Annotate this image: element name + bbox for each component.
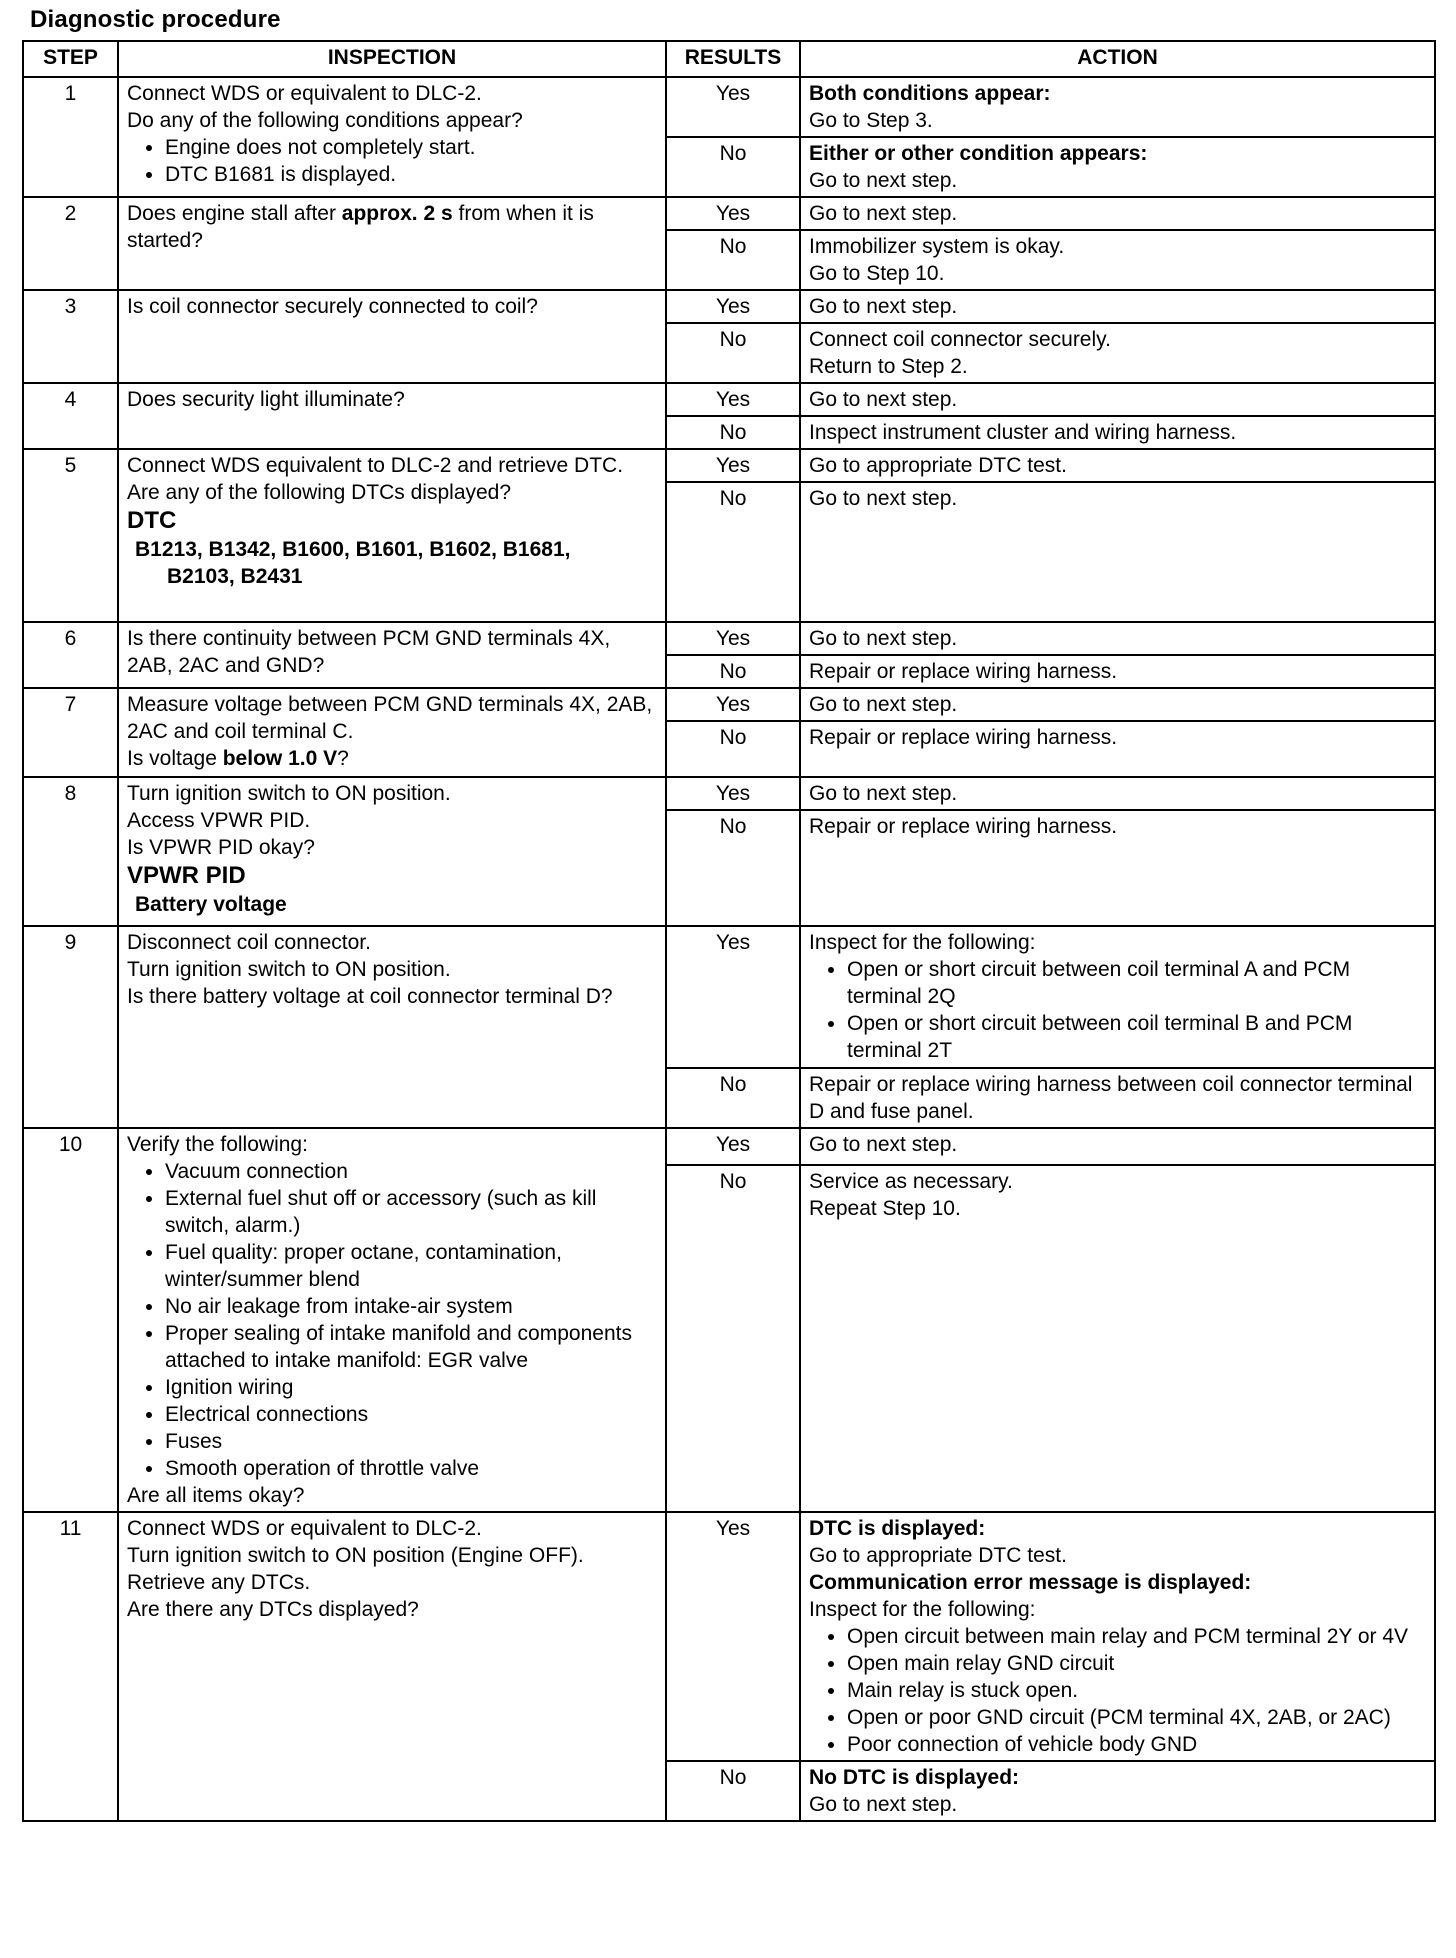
action-text: Connect coil connector securely.: [809, 328, 1111, 351]
inspect-list: [809, 1623, 1426, 1758]
table-row: [23, 77, 1435, 137]
list-item: • Fuel quality: proper octane, contamination, winter/summer blend: [165, 1239, 657, 1293]
action-text: Service as necessary.: [809, 1170, 1013, 1194]
action-text: Inspect for the following:: [809, 931, 1036, 954]
list-item: • Vacuum connection: [165, 1158, 657, 1185]
action-cell: [800, 137, 1435, 197]
action-cell: Inspect instrument cluster and wiring harness.: [800, 416, 1435, 449]
inspection-cell: [118, 449, 666, 622]
header-step: STEP: [23, 41, 118, 77]
action-cell: Repair or replace wiring harness.: [800, 655, 1435, 688]
inspection-cell: [118, 77, 666, 197]
result-no: No: [666, 810, 800, 926]
header-inspection: INSPECTION: [118, 41, 666, 77]
page-title: Diagnostic procedure: [30, 6, 281, 33]
inspection-cell: [118, 1128, 666, 1512]
list-item: • Engine does not completely start.: [165, 134, 657, 161]
dtc-label: DTC: [127, 507, 177, 534]
inspection-text: Does engine stall after: [127, 202, 342, 225]
step-number: 2: [23, 197, 118, 290]
action-cell: [800, 1165, 1435, 1512]
action-heading: Communication error message is displayed:: [809, 1571, 1252, 1594]
inspection-text: Are all items okay?: [127, 1484, 305, 1507]
action-cell: Repair or replace wiring harness.: [800, 721, 1435, 777]
result-yes: Yes: [666, 622, 800, 655]
action-cell: Go to next step.: [800, 1128, 1435, 1165]
list-item: • External fuel shut off or accessory (such as kill switch, alarm.): [165, 1185, 657, 1239]
inspection-text: Verify the following:: [127, 1133, 308, 1156]
diagnostic-table: [22, 40, 1436, 1822]
action-text: Return to Step 2.: [809, 355, 968, 378]
result-no: No: [666, 1761, 800, 1821]
action-text: Go to Step 10.: [809, 262, 945, 285]
verify-list: [127, 1158, 657, 1482]
list-item: • No air leakage from intake-air system: [165, 1293, 657, 1320]
action-text: Go to appropriate DTC test.: [809, 1544, 1067, 1567]
table-row: [23, 777, 1435, 810]
header-action: ACTION: [800, 41, 1435, 77]
list-item: • Open or short circuit between coil terminal A and PCM terminal 2Q: [847, 956, 1426, 1010]
inspection-cell: [118, 688, 666, 777]
inspection-text: Measure voltage between PCM GND terminals 4X, 2AB, 2AC and coil terminal C.: [127, 693, 653, 743]
step-number: 1: [23, 77, 118, 197]
result-no: No: [666, 482, 800, 622]
table-row: [23, 383, 1435, 416]
table-row: [23, 197, 1435, 230]
inspection-emphasis: approx. 2 s: [341, 202, 453, 225]
inspection-text: from when it is started?: [127, 202, 594, 252]
inspection-text: Turn ignition switch to ON position.: [127, 958, 451, 981]
pid-label: VPWR PID: [127, 862, 246, 889]
inspection-text: Access VPWR PID.: [127, 809, 311, 832]
result-no: No: [666, 230, 800, 290]
inspection-emphasis: below 1.0 V: [222, 747, 338, 770]
pid-value: Battery voltage: [135, 893, 287, 916]
step-number: 5: [23, 449, 118, 622]
result-no: No: [666, 323, 800, 383]
action-cell: Go to next step.: [800, 688, 1435, 721]
action-cell: [800, 1512, 1435, 1761]
inspection-cell: [118, 1512, 666, 1821]
inspection-text: Turn ignition switch to ON position.: [127, 782, 451, 805]
list-item: • Open circuit between main relay and PCM terminal 2Y or 4V: [847, 1623, 1426, 1650]
list-item: • Ignition wiring: [165, 1374, 657, 1401]
list-item: • Main relay is stuck open.: [847, 1677, 1426, 1704]
inspection-cell: Is there continuity between PCM GND terminals 4X, 2AB, 2AC and GND?: [118, 622, 666, 688]
step-number: 6: [23, 622, 118, 688]
inspection-cell: Does security light illuminate?: [118, 383, 666, 449]
action-text: Go to next step.: [809, 1793, 958, 1816]
result-no: No: [666, 721, 800, 777]
action-heading: Either or other condition appears:: [809, 142, 1148, 165]
table-row: [23, 688, 1435, 721]
list-item: • DTC B1681 is displayed.: [165, 161, 657, 188]
action-heading: DTC is displayed:: [809, 1517, 986, 1540]
list-item: • Fuses: [165, 1428, 657, 1455]
result-yes: Yes: [666, 688, 800, 721]
step-number: 8: [23, 777, 118, 926]
inspection-text: Disconnect coil connector.: [127, 931, 371, 954]
result-no: No: [666, 1165, 800, 1512]
result-yes: Yes: [666, 1512, 800, 1761]
result-no: No: [666, 416, 800, 449]
action-text: Go to Step 3.: [809, 109, 933, 132]
action-cell: Repair or replace wiring harness between coil connector terminal D and fuse panel.: [800, 1068, 1435, 1128]
action-cell: [800, 230, 1435, 290]
action-cell: [800, 926, 1435, 1068]
list-item: • Open or short circuit between coil terminal B and PCM terminal 2T: [847, 1010, 1426, 1064]
inspection-cell: [118, 777, 666, 926]
list-item: • Open main relay GND circuit: [847, 1650, 1426, 1677]
step-number: 7: [23, 688, 118, 777]
action-heading: Both conditions appear:: [809, 82, 1051, 105]
step-number: 3: [23, 290, 118, 383]
list-item: • Smooth operation of throttle valve: [165, 1455, 657, 1482]
action-cell: Go to next step.: [800, 777, 1435, 810]
action-cell: Repair or replace wiring harness.: [800, 810, 1435, 926]
action-cell: [800, 323, 1435, 383]
table-row: [23, 449, 1435, 482]
inspection-text: Retrieve any DTCs.: [127, 1571, 311, 1594]
condition-list: [127, 134, 657, 188]
inspect-list: [809, 956, 1426, 1064]
action-cell: Go to next step.: [800, 383, 1435, 416]
inspection-text: Do any of the following conditions appear?: [127, 109, 523, 132]
action-cell: Go to next step.: [800, 290, 1435, 323]
result-yes: Yes: [666, 1128, 800, 1165]
action-heading: No DTC is displayed:: [809, 1766, 1020, 1789]
inspection-cell: [118, 197, 666, 290]
step-number: 4: [23, 383, 118, 449]
action-text: Go to next step.: [809, 169, 958, 192]
action-cell: Go to next step.: [800, 482, 1435, 622]
step-number: 10: [23, 1128, 118, 1512]
list-item: • Poor connection of vehicle body GND: [847, 1731, 1426, 1758]
result-no: No: [666, 655, 800, 688]
result-yes: Yes: [666, 290, 800, 323]
list-item: • Proper sealing of intake manifold and components attached to intake manifold: EGR valve: [165, 1320, 657, 1374]
action-text: Repeat Step 10.: [809, 1197, 961, 1221]
table-row: [23, 1512, 1435, 1761]
inspection-text: Is voltage: [127, 747, 223, 770]
header-row: [23, 41, 1435, 77]
dtc-list: B1213, B1342, B1600, B1601, B1602, B1681,: [135, 538, 571, 561]
step-number: 9: [23, 926, 118, 1128]
action-cell: [800, 1761, 1435, 1821]
action-text: Inspect for the following:: [809, 1598, 1036, 1621]
result-no: No: [666, 137, 800, 197]
inspection-cell: Is coil connector securely connected to coil?: [118, 290, 666, 383]
result-yes: Yes: [666, 777, 800, 810]
inspection-text: Connect WDS or equivalent to DLC-2.: [127, 1517, 482, 1540]
dtc-list: B2103, B2431: [167, 565, 303, 588]
inspection-text: ?: [337, 747, 349, 770]
result-no: No: [666, 1068, 800, 1128]
action-cell: Go to appropriate DTC test.: [800, 449, 1435, 482]
inspection-text: Turn ignition switch to ON position (Engine OFF).: [127, 1544, 584, 1567]
action-cell: [800, 77, 1435, 137]
inspection-text: Are there any DTCs displayed?: [127, 1598, 419, 1621]
action-text: Immobilizer system is okay.: [809, 235, 1065, 258]
inspection-text: Are any of the following DTCs displayed?: [127, 481, 512, 504]
result-yes: Yes: [666, 197, 800, 230]
step-number: 11: [23, 1512, 118, 1821]
inspection-text: Is there battery voltage at coil connector terminal D?: [127, 985, 613, 1008]
list-item: • Electrical connections: [165, 1401, 657, 1428]
result-yes: Yes: [666, 449, 800, 482]
action-cell: Go to next step.: [800, 622, 1435, 655]
table-row: [23, 290, 1435, 323]
list-item: • Open or poor GND circuit (PCM terminal 4X, 2AB, or 2AC): [847, 1704, 1426, 1731]
action-cell: Go to next step.: [800, 197, 1435, 230]
result-yes: Yes: [666, 383, 800, 416]
result-yes: Yes: [666, 77, 800, 137]
header-results: RESULTS: [666, 41, 800, 77]
table-row: [23, 926, 1435, 1068]
inspection-text: Connect WDS or equivalent to DLC-2.: [127, 82, 482, 105]
table-row: [23, 622, 1435, 655]
result-yes: Yes: [666, 926, 800, 1068]
inspection-text: Connect WDS equivalent to DLC-2 and retrieve DTC.: [127, 454, 624, 477]
inspection-text: Is VPWR PID okay?: [127, 836, 315, 859]
inspection-cell: [118, 926, 666, 1128]
table-row: [23, 1128, 1435, 1165]
